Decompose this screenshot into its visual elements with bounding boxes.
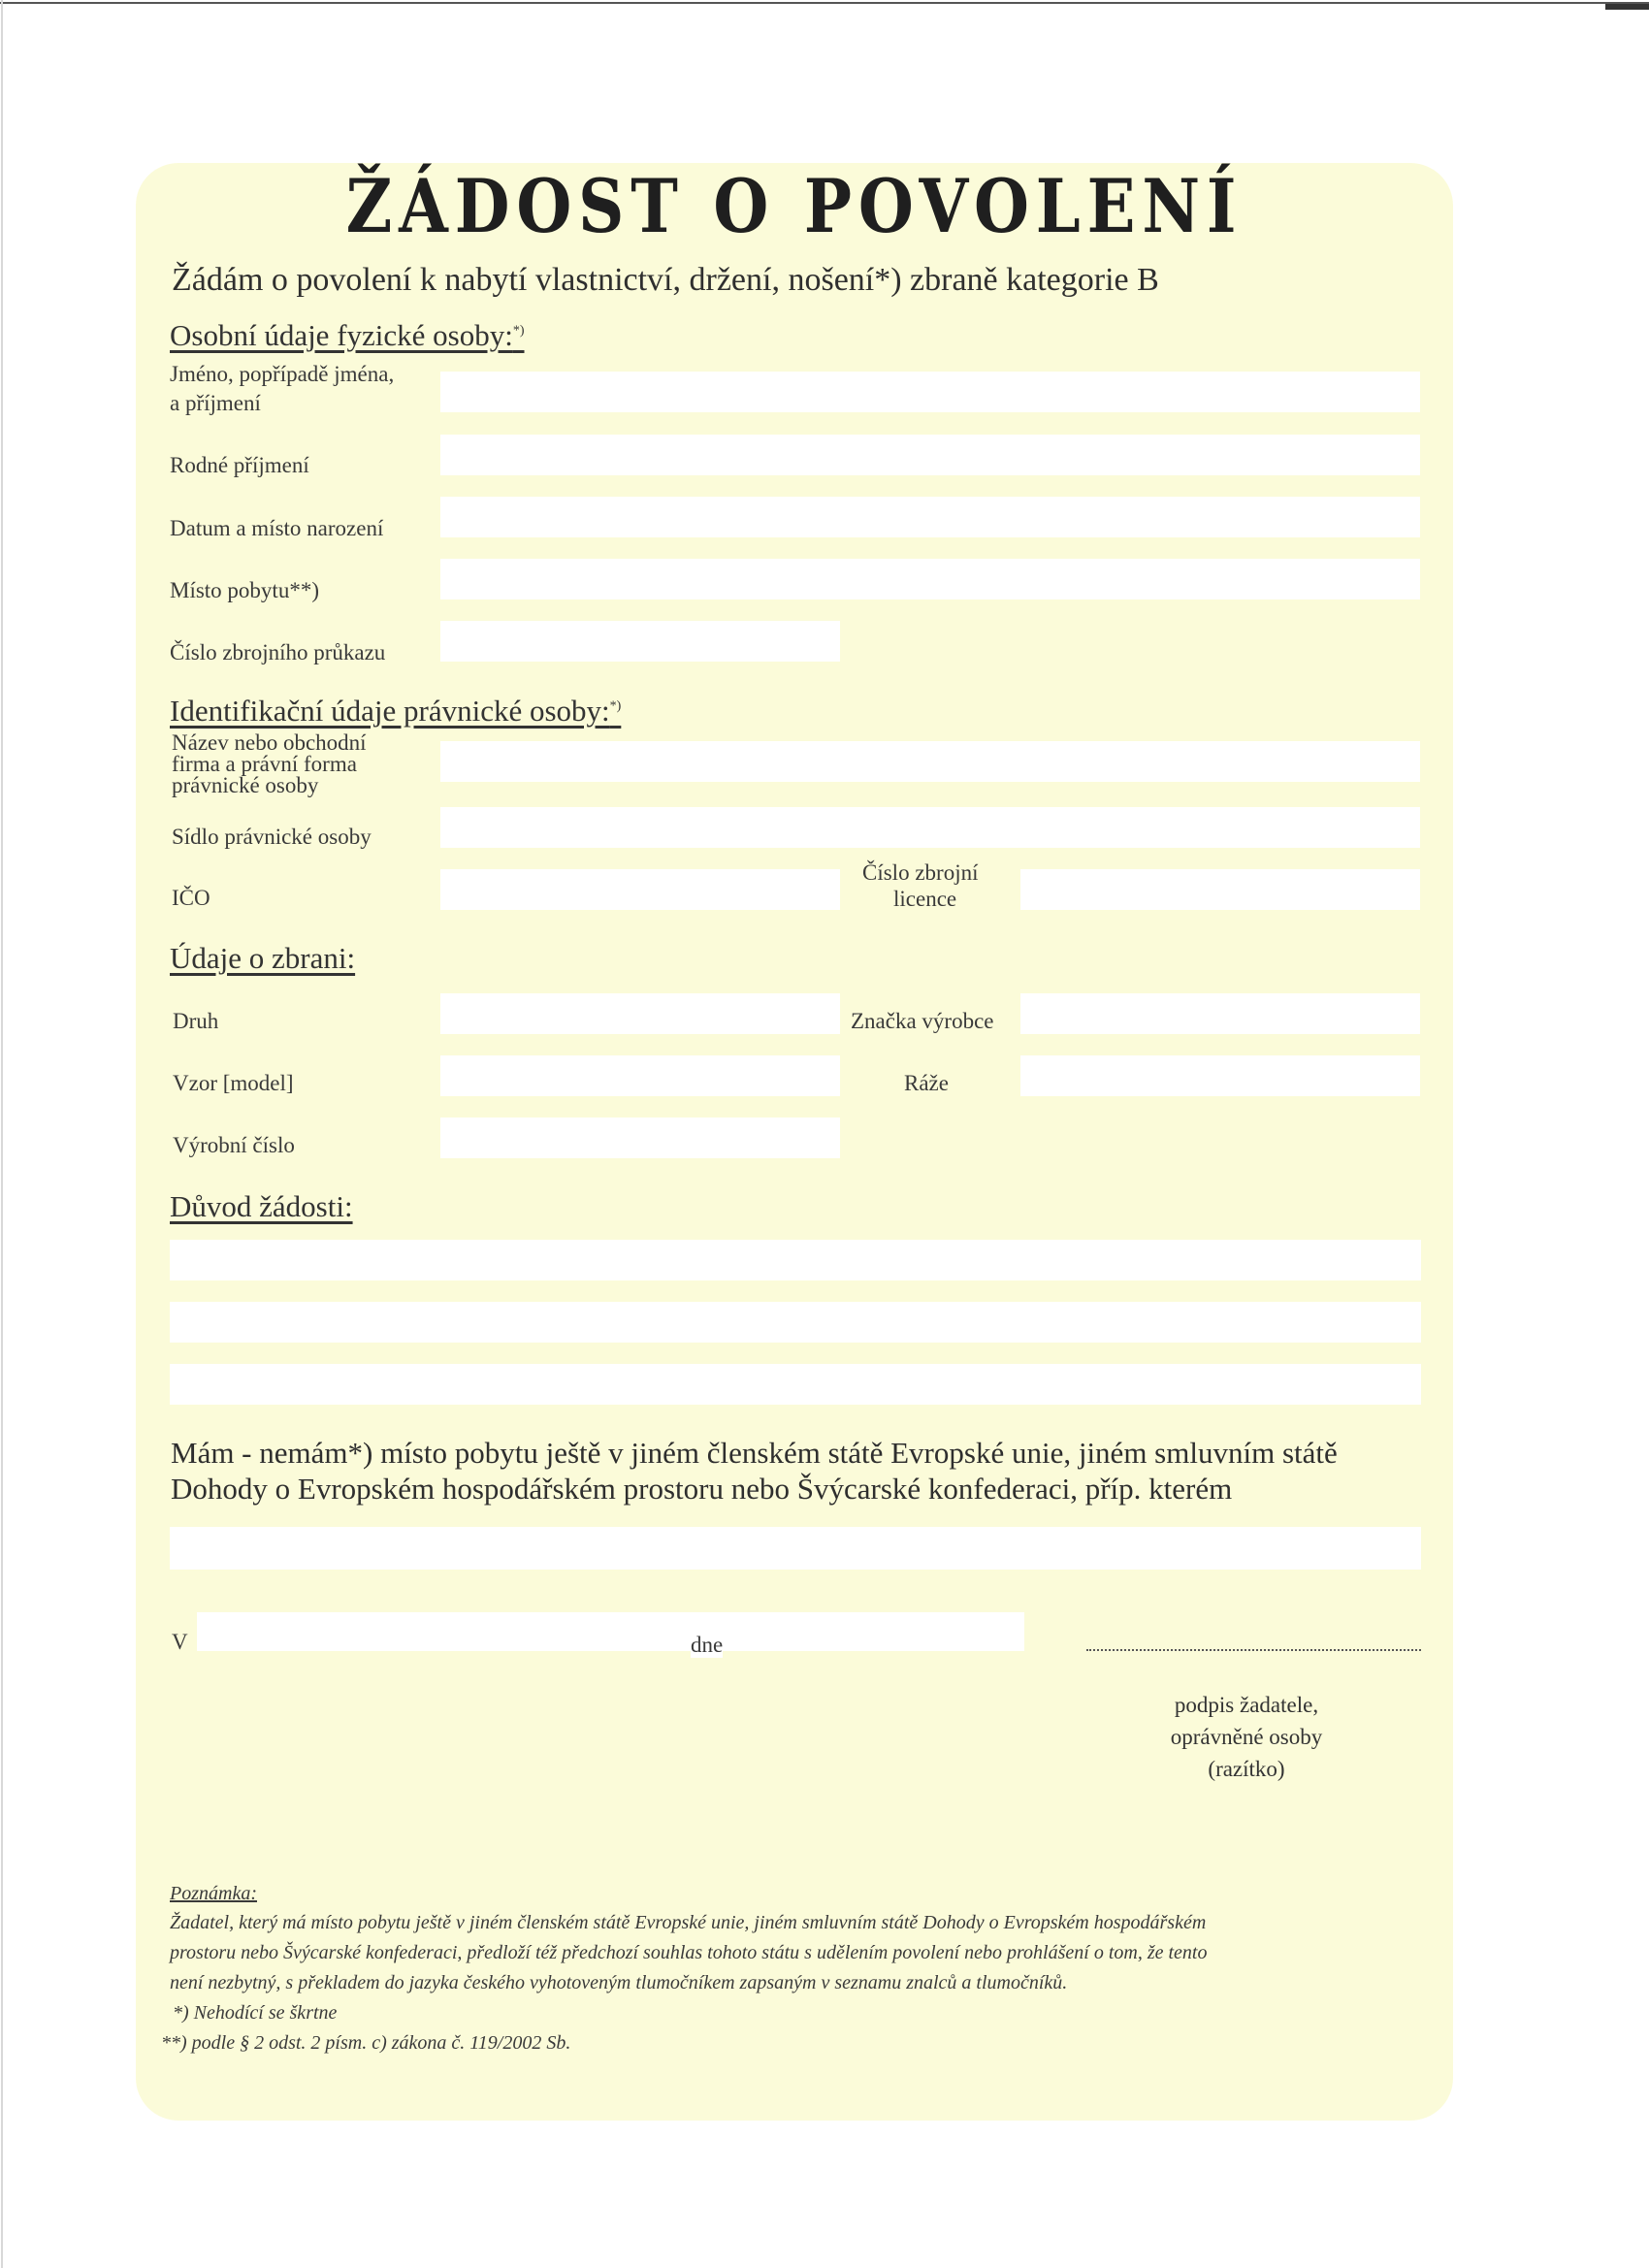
weapon-type-field[interactable] [440, 993, 840, 1034]
brand-field[interactable] [1020, 993, 1420, 1034]
weapon-section-heading: Údaje o zbrani: [170, 941, 356, 975]
footnote-1: *) Nehodící se škrtne [173, 2002, 338, 2024]
scan-left-edge [1, 0, 3, 2268]
caliber-label: Ráže [904, 1071, 949, 1095]
firearm-card-label: Číslo zbrojního průkazu [170, 640, 386, 664]
birth-date-place-field[interactable] [440, 497, 1420, 537]
legal-name-label: Název nebo obchodní firma a právní forma právnické osoby [172, 730, 367, 797]
footnote-2: **) podle § 2 odst. 2 písm. c) zákona č. 119/2002 Sb. [161, 2032, 571, 2054]
residence-statement-line2: Dohody o Evropském hospodářském prostoru nebo Švýcarské konfederaci, příp. kterém [171, 1472, 1233, 1506]
request-statement: Žádám o povolení k nabytí vlastnictví, držení, nošení*) zbraně kategorie B [172, 262, 1159, 298]
date-label: dne [691, 1633, 724, 1657]
weapon-type-label: Druh [173, 1009, 219, 1033]
model-label: Vzor [model] [173, 1071, 294, 1095]
name-label-line2: a příjmení [170, 391, 261, 415]
note-line3: není nezbytný, s překladem do jazyka českého vyhotoveným tlumočníkem zapsaným v seznamu znalců a tlumočníků. [170, 1972, 1068, 1993]
personal-section-heading [170, 318, 525, 353]
brand-label: Značka výrobce [851, 1009, 994, 1033]
ico-label: IČO [172, 886, 210, 910]
signature-line[interactable] [1086, 1649, 1421, 1651]
place-date-field[interactable] [197, 1612, 1024, 1651]
birth-date-place-label: Datum a místo narození [170, 516, 384, 540]
reason-field-3[interactable] [170, 1364, 1421, 1405]
birth-surname-label: Rodné příjmení [170, 453, 309, 477]
signature-caption-line3: (razítko) [1208, 1757, 1285, 1781]
legal-heading-text: Identifikační údaje právnické osoby: [170, 694, 610, 728]
licence-label-line2: licence [893, 887, 957, 911]
name-field[interactable] [440, 372, 1420, 412]
residence-field[interactable] [440, 559, 1420, 599]
signature-caption-line1: podpis žadatele, [1174, 1693, 1319, 1717]
firearm-card-field[interactable] [440, 621, 840, 662]
caliber-field[interactable] [1020, 1055, 1420, 1096]
legal-name-field[interactable] [440, 741, 1420, 782]
birth-surname-field[interactable] [440, 435, 1420, 475]
residence-state-field[interactable] [170, 1527, 1421, 1570]
reason-section-heading: Důvod žádosti: [170, 1189, 353, 1223]
residence-statement-line1: Mám - nemám*) místo pobytu ještě v jiném členském státě Evropské unie, jiném smluvním státě [171, 1436, 1338, 1470]
licence-field[interactable] [1020, 869, 1420, 910]
serial-label: Výrobní číslo [173, 1133, 295, 1157]
signature-caption-line2: oprávněné osoby [1170, 1725, 1323, 1749]
serial-field[interactable] [440, 1118, 840, 1158]
note-line1: Žadatel, který má místo pobytu ještě v jiném členském státě Evropské unie, jiném smluvním státě Dohody o Evropském hospodářském [170, 1912, 1207, 1933]
model-field[interactable] [440, 1055, 840, 1096]
licence-label-line1: Číslo zbrojní [862, 860, 979, 885]
reason-field-1[interactable] [170, 1240, 1421, 1280]
scan-top-edge [0, 2, 1649, 4]
scan-corner-mark [1605, 4, 1649, 10]
reason-field-2[interactable] [170, 1302, 1421, 1343]
note-heading: Poznámka: [170, 1883, 257, 1904]
residence-label: Místo pobytu**) [170, 578, 319, 602]
personal-heading-text: Osobní údaje fyzické osoby: [170, 318, 513, 352]
place-label: V [172, 1630, 188, 1654]
form-title: ŽÁDOST O POVOLENÍ [345, 163, 1244, 249]
legal-seat-label: Sídlo právnické osoby [172, 825, 372, 849]
legal-heading-sup: *) [609, 698, 622, 714]
personal-heading-sup: *) [512, 323, 525, 339]
note-line2: prostoru nebo Švýcarské konfederaci, předloží též předchozí souhlas tohoto státu s udělením povolení nebo prohlášení o tom, že tento [170, 1942, 1208, 1963]
legal-seat-field[interactable] [440, 807, 1420, 848]
ico-field[interactable] [440, 869, 840, 910]
name-label-line1: Jméno, popřípadě jména, [170, 362, 395, 386]
legal-section-heading [170, 694, 621, 729]
